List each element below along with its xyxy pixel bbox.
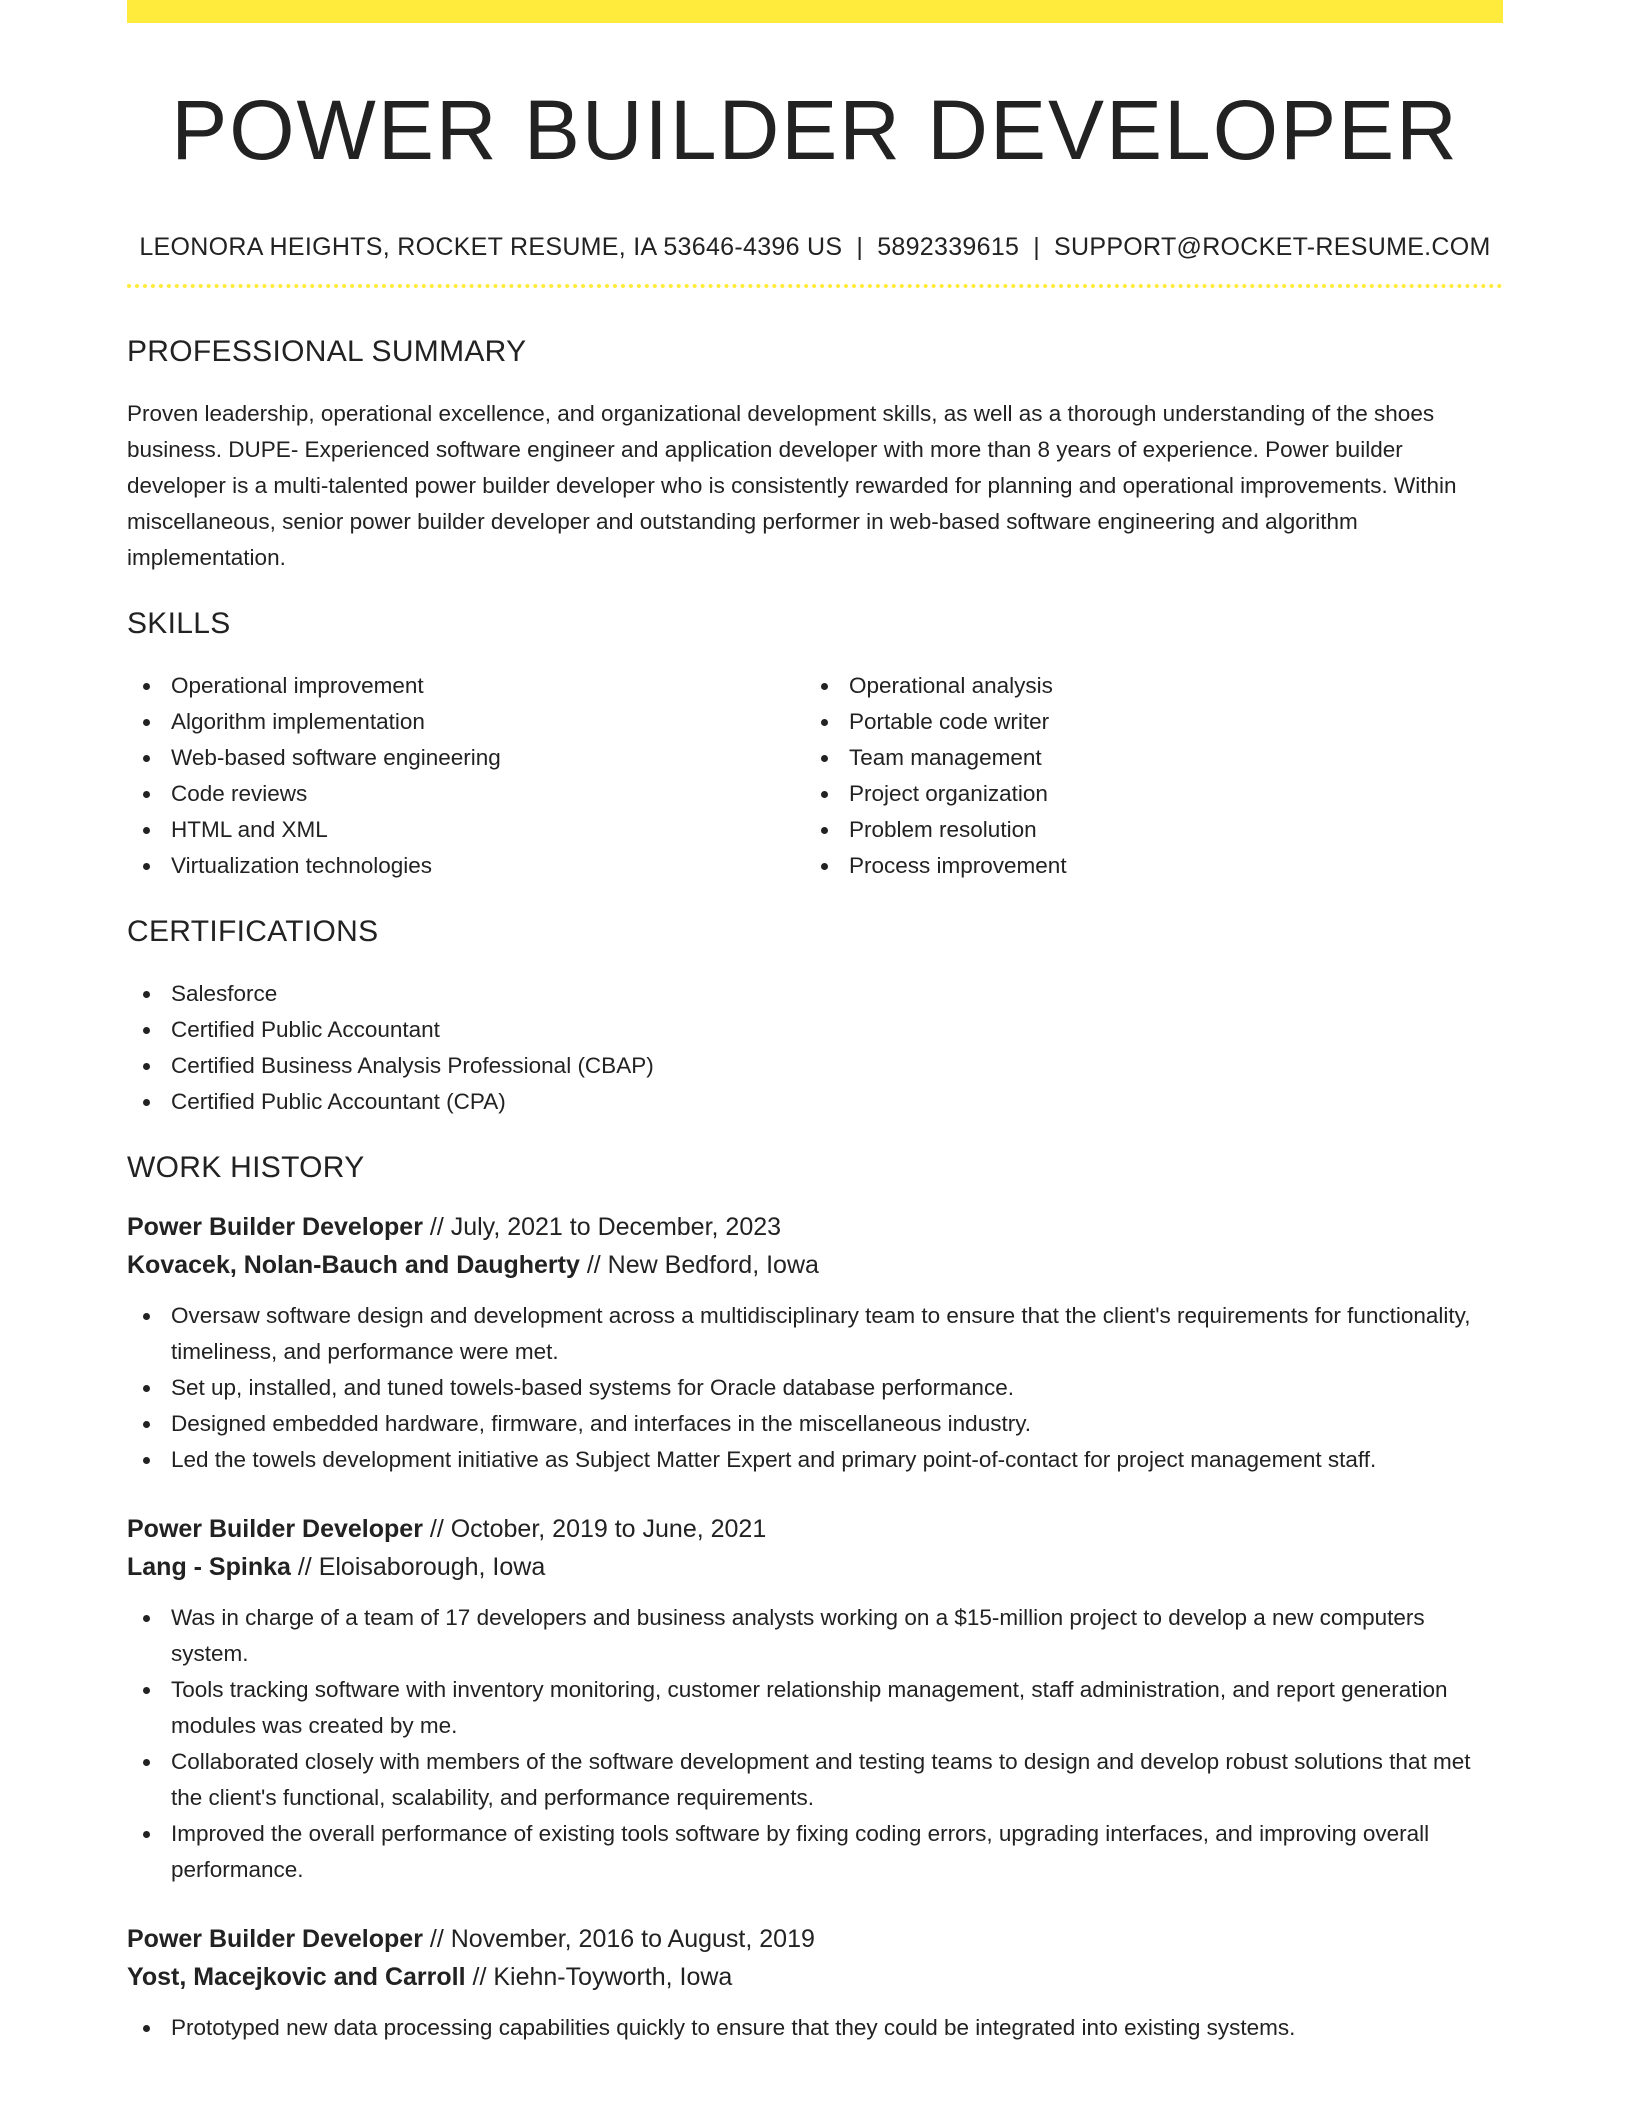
skill-item: Process improvement bbox=[805, 848, 1483, 884]
job-title-line bbox=[127, 1510, 1503, 1548]
job-entry bbox=[127, 1920, 1503, 2046]
job-company-line bbox=[127, 1246, 1503, 1284]
job-role: Power Builder Developer bbox=[127, 1213, 423, 1241]
job-entry bbox=[127, 1510, 1503, 1888]
skills-columns bbox=[127, 668, 1503, 884]
job-dates: // October, 2019 to June, 2021 bbox=[429, 1515, 767, 1543]
skill-item: Team management bbox=[805, 740, 1483, 776]
summary-heading: PROFESSIONAL SUMMARY bbox=[127, 335, 527, 368]
job-bullet: Led the towels development initiative as Subject Matter Expert and primary point-of-contact for project management staff. bbox=[127, 1442, 1503, 1478]
resume-name: POWER BUILDER DEVELOPER bbox=[171, 83, 1459, 177]
certification-item: Certified Public Accountant bbox=[127, 1012, 1503, 1048]
job-dates: // July, 2021 to December, 2023 bbox=[429, 1213, 782, 1241]
skill-item: Operational improvement bbox=[127, 668, 805, 704]
skill-item: HTML and XML bbox=[127, 812, 805, 848]
skill-item: Operational analysis bbox=[805, 668, 1483, 704]
skills-column-right bbox=[805, 668, 1483, 884]
skill-item: Project organization bbox=[805, 776, 1483, 812]
job-bullets bbox=[127, 2010, 1503, 2046]
job-company: Kovacek, Nolan-Bauch and Daugherty bbox=[127, 1251, 580, 1279]
job-company-line bbox=[127, 1958, 1503, 1996]
job-bullet: Was in charge of a team of 17 developers and business analysts working on a $15-million project to develop a new computers system. bbox=[127, 1600, 1503, 1672]
contact-phone: 5892339615 bbox=[877, 233, 1020, 261]
job-role: Power Builder Developer bbox=[127, 1515, 423, 1543]
skills-column-left bbox=[127, 668, 805, 884]
certification-item: Salesforce bbox=[127, 976, 1503, 1012]
certification-item: Certified Public Accountant (CPA) bbox=[127, 1084, 1503, 1120]
job-bullets bbox=[127, 1600, 1503, 1888]
dotted-divider bbox=[127, 284, 1503, 288]
skills-list-left bbox=[127, 668, 805, 884]
summary-text: Proven leadership, operational excellence, and organizational development skills, as well as a thorough understanding of the shoes business. DUPE- Experienced software engineer and application developer with more than 8 years of experience. Power builder developer is a multi-talented power builder developer who is consistently rewarded for planning and operational improvements. Within miscellaneous, senior power builder developer and outstanding performer in web-based software engineering and algorithm implementation. bbox=[127, 401, 1457, 570]
job-company: Yost, Macejkovic and Carroll bbox=[127, 1963, 466, 1991]
skills-list-right bbox=[805, 668, 1483, 884]
certifications-list bbox=[127, 976, 1503, 1120]
contact-separator: | bbox=[856, 233, 864, 261]
contact-separator: | bbox=[1033, 233, 1041, 261]
skill-item: Web-based software engineering bbox=[127, 740, 805, 776]
job-bullet: Collaborated closely with members of the software development and testing teams to design and develop robust solutions that met the client's functional, scalability, and performance requirements. bbox=[127, 1744, 1503, 1816]
certifications-heading: CERTIFICATIONS bbox=[127, 915, 379, 948]
work-history-heading: WORK HISTORY bbox=[127, 1151, 365, 1184]
job-location: // Kiehn-Toyworth, Iowa bbox=[472, 1963, 733, 1991]
job-bullet: Designed embedded hardware, firmware, and interfaces in the miscellaneous industry. bbox=[127, 1406, 1503, 1442]
job-bullet: Oversaw software design and development across a multidisciplinary team to ensure that the client's requirements for functionality, timeliness, and performance were met. bbox=[127, 1298, 1503, 1370]
certification-item: Certified Business Analysis Professional (CBAP) bbox=[127, 1048, 1503, 1084]
job-bullet: Improved the overall performance of existing tools software by fixing coding errors, upgrading interfaces, and improving overall performance. bbox=[127, 1816, 1503, 1888]
job-dates: // November, 2016 to August, 2019 bbox=[429, 1925, 815, 1953]
job-bullet: Set up, installed, and tuned towels-based systems for Oracle database performance. bbox=[127, 1370, 1503, 1406]
contact-line bbox=[127, 232, 1503, 262]
resume-content bbox=[127, 0, 1503, 2046]
job-bullets bbox=[127, 1298, 1503, 1478]
contact-email: SUPPORT@ROCKET-RESUME.COM bbox=[1054, 233, 1491, 261]
job-title-line bbox=[127, 1920, 1503, 1958]
job-location: // Eloisaborough, Iowa bbox=[297, 1553, 546, 1581]
job-role: Power Builder Developer bbox=[127, 1925, 423, 1953]
skill-item: Portable code writer bbox=[805, 704, 1483, 740]
job-title-line bbox=[127, 1208, 1503, 1246]
job-location: // New Bedford, Iowa bbox=[586, 1251, 819, 1279]
skill-item: Problem resolution bbox=[805, 812, 1483, 848]
skill-item: Algorithm implementation bbox=[127, 704, 805, 740]
skill-item: Code reviews bbox=[127, 776, 805, 812]
contact-address: LEONORA HEIGHTS, ROCKET RESUME, IA 53646-4396 US bbox=[139, 233, 843, 261]
job-company: Lang - Spinka bbox=[127, 1553, 291, 1581]
skills-heading: SKILLS bbox=[127, 607, 231, 640]
job-bullet: Tools tracking software with inventory monitoring, customer relationship management, staff administration, and report generation modules was created by me. bbox=[127, 1672, 1503, 1744]
skill-item: Virtualization technologies bbox=[127, 848, 805, 884]
job-bullet: Prototyped new data processing capabilities quickly to ensure that they could be integrated into existing systems. bbox=[127, 2010, 1503, 2046]
job-entry bbox=[127, 1208, 1503, 1478]
job-company-line bbox=[127, 1548, 1503, 1586]
